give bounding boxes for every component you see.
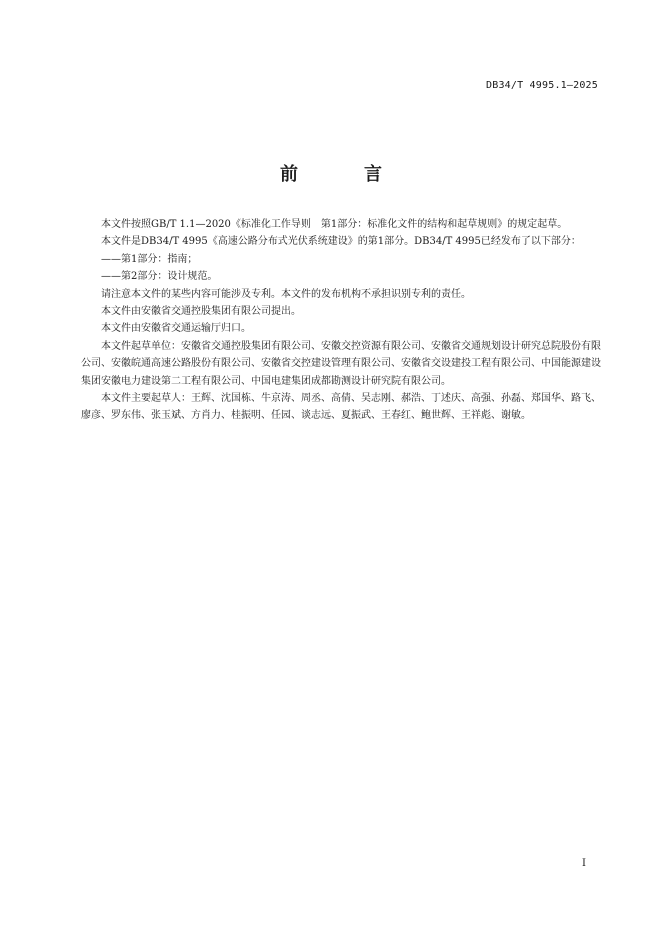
paragraph-centralized-management: 本文件由安徽省交通运输厅归口。 xyxy=(101,323,251,335)
paragraph-proposer: 本文件由安徽省交通控股集团有限公司提出。 xyxy=(101,306,301,318)
document-body xyxy=(81,216,601,425)
document-number: DB34/T 4995.1—2025 xyxy=(486,80,598,91)
paragraph-drafting-units: 本文件起草单位：安徽省交通控股集团有限公司、安徽交控资源有限公司、安徽省交通规划设计研究总院股份有限公司、安徽皖通高速公路股份有限公司、安徽省交控建设管理有限公司、安徽省交设建投工程有限公司、中国能源建设集团安徽电力建设第二工程有限公司、中国电建集团成都勘测设计研究院有限公司。 xyxy=(81,340,601,387)
list-item-part-1: ——第1部分：指南； xyxy=(101,253,198,265)
paragraph-standard-parts: 本文件是DB34/T 4995《高速公路分布式光伏系统建设》的第1部分。DB34/T 4995已经发布了以下部分： xyxy=(101,236,581,248)
page-number: I xyxy=(582,858,586,869)
paragraph-drafting-basis: 本文件按照GB/T 1.1—2020《标准化工作导则 第1部分：标准化文件的结构和起草规则》的规定起草。 xyxy=(101,219,568,230)
paragraph-patent-notice: 请注意本文件的某些内容可能涉及专利。本文件的发布机构不承担识别专利的责任。 xyxy=(101,288,471,300)
list-item-part-2: ——第2部分：设计规范。 xyxy=(101,271,218,283)
page-title: 前 言 xyxy=(280,164,406,185)
paragraph-main-drafters: 本文件主要起草人：王辉、沈国栋、牛京涛、周丞、高倩、吴志刚、郝浩、丁述庆、高强、孙磊、郑国华、路飞、廖彦、罗东伟、张玉斌、方肖力、桂振明、任园、谈志远、夏振武、王春红、鲍世辉、王祥彪、谢敏。 xyxy=(81,393,601,422)
